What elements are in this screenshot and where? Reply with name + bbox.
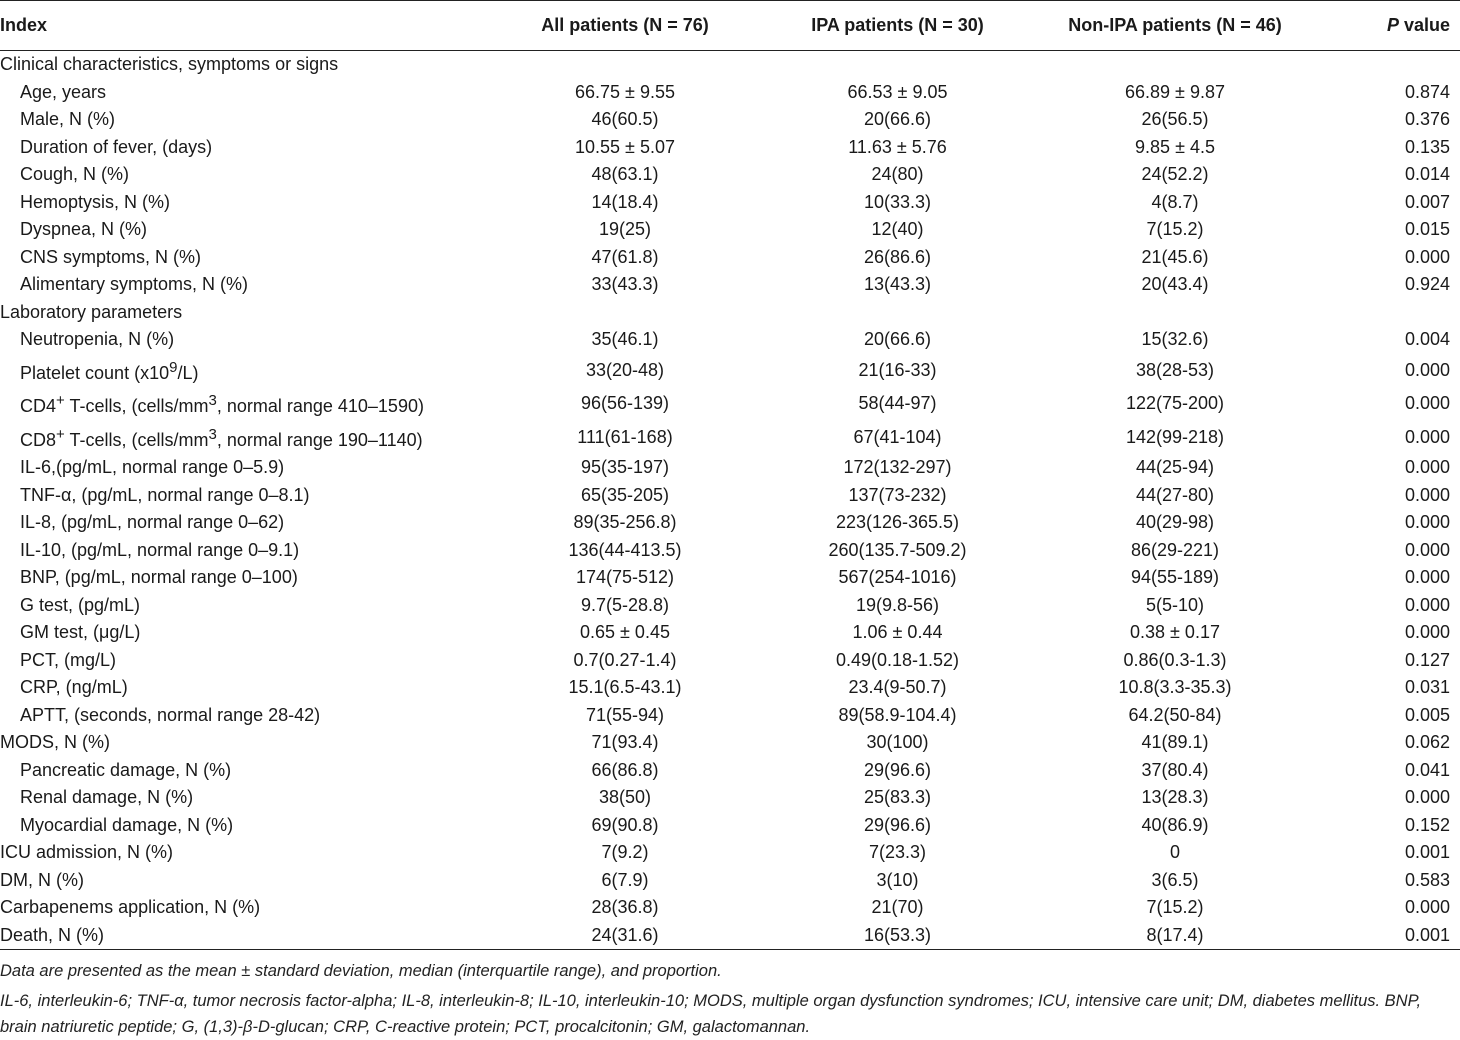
cell-p-value: 0.376 — [1404, 109, 1450, 129]
cell-non-ipa: 122(75-200) — [1125, 393, 1225, 413]
cell-non-ipa: 15(32.6) — [1141, 329, 1209, 349]
cell-non-ipa: 7(15.2) — [1146, 219, 1204, 239]
row-label-superscript: + — [56, 392, 65, 409]
header-p-value-text: value — [1398, 15, 1450, 35]
table-row — [0, 454, 1460, 482]
cell-non-ipa: 44(25-94) — [1135, 457, 1215, 477]
cell-ipa: 567(254-1016) — [838, 567, 957, 587]
row-label-text: , normal range 410–1590) — [216, 396, 424, 416]
table-row — [0, 564, 1460, 592]
cell-all: 89(35-256.8) — [573, 512, 677, 532]
table-row — [0, 894, 1460, 922]
cell-all: 111(61-168) — [577, 426, 673, 447]
row-label: TNF-α, (pg/mL, normal range 0–8.1) — [20, 484, 310, 505]
cell-all: 71(55-94) — [585, 704, 665, 725]
cell-non-ipa: 21(45.6) — [1141, 246, 1209, 267]
row-label: IL-6,(pg/mL, normal range 0–5.9) — [20, 457, 285, 477]
cell-p-value: 0.874 — [1404, 81, 1450, 102]
cell-ipa: 223(126-365.5) — [835, 512, 960, 532]
cell-p-value: 0.062 — [1404, 732, 1450, 752]
cell-non-ipa: 13(28.3) — [1141, 787, 1209, 807]
cell-p-value: 0.041 — [1404, 759, 1450, 780]
cell-all: 95(35-197) — [580, 457, 670, 477]
cell-ipa: 58(44-97) — [858, 393, 937, 413]
cell-p-value: 0.000 — [1404, 594, 1450, 615]
cell-all: 0.65 ± 0.45 — [580, 622, 670, 642]
cell-p-value: 0.152 — [1404, 814, 1450, 835]
table-row — [0, 482, 1460, 510]
row-label: BNP, (pg/mL, normal range 0–100) — [20, 567, 298, 587]
cell-ipa: 172(132-297) — [843, 457, 952, 477]
cell-p-value: 0.005 — [1404, 704, 1450, 725]
row-label: Age, years — [20, 81, 107, 102]
cell-ipa: 24(80) — [871, 164, 924, 184]
header-row — [0, 1, 1460, 51]
cell-non-ipa: 37(80.4) — [1141, 759, 1209, 780]
cell-p-value: 0.000 — [1404, 393, 1450, 413]
footnote-data-presentation: Data are presented as the mean ± standard deviation, median (interquartile range), and proportion. — [0, 962, 722, 980]
row-label: MODS, N (%) — [0, 732, 110, 752]
cell-ipa: 12(40) — [871, 219, 924, 239]
header-p-value — [1325, 1, 1460, 51]
row-label-text: CD8 — [20, 429, 57, 450]
row-label-text: Platelet count (x10 — [20, 362, 170, 383]
cell-p-value: 0.000 — [1404, 484, 1450, 505]
cell-all: 47(61.8) — [591, 246, 659, 267]
cell-all: 96(56-139) — [580, 393, 670, 413]
cell-ipa — [770, 51, 1025, 79]
cell-all: 35(46.1) — [591, 329, 659, 349]
cell-non-ipa: 26(56.5) — [1141, 109, 1209, 129]
table-row — [0, 189, 1460, 217]
table-row — [0, 354, 1460, 388]
cell-all: 48(63.1) — [591, 164, 659, 184]
row-label: DM, N (%) — [0, 869, 84, 890]
cell-non-ipa: 40(29-98) — [1135, 512, 1215, 532]
cell-all: 66(86.8) — [591, 759, 659, 780]
cell-ipa: 21(70) — [871, 897, 924, 917]
table-row — [0, 922, 1460, 950]
cell-p-value — [1325, 299, 1460, 327]
footnote-abbreviations: IL-6, interleukin-6; TNF-α, tumor necrosis factor-alpha; IL-8, interleukin-8; IL-10, interleukin-10; MODS, multiple organ dysfunction syndromes; ICU, intensive care unit; DM, diabetes mellitus. BNP, brain natriuretic peptide; G, (1,3)-β-D-glucan; CRP, C-reactive protein; PCT, procalcitonin; GM, galactomannan. — [0, 992, 1422, 1036]
cell-p-value: 0.583 — [1404, 869, 1450, 890]
header-non-ipa-patients: Non-IPA patients (N = 46) — [1068, 15, 1282, 35]
row-label — [0, 421, 480, 455]
row-label: Cough, N (%) — [20, 164, 130, 184]
header-ipa-patients: IPA patients (N = 30) — [811, 15, 984, 35]
table-row — [0, 216, 1460, 244]
cell-non-ipa: 38(28-53) — [1135, 359, 1215, 380]
row-label: Dyspnea, N (%) — [20, 219, 148, 239]
row-label-superscript: 9 — [169, 358, 178, 376]
section-row — [0, 51, 1460, 79]
cell-ipa: 30(100) — [866, 732, 929, 752]
table-row — [0, 867, 1460, 895]
cell-all: 14(18.4) — [591, 191, 659, 212]
table-row — [0, 839, 1460, 867]
header-all-patients: All patients (N = 76) — [541, 15, 709, 35]
cell-ipa: 137(73-232) — [848, 484, 947, 505]
cell-all: 136(44-413.5) — [568, 539, 682, 560]
table-row — [0, 784, 1460, 812]
cell-ipa: 29(96.6) — [863, 759, 932, 780]
cell-ipa: 1.06 ± 0.44 — [852, 622, 943, 642]
cell-all: 24(31.6) — [591, 924, 659, 945]
cell-non-ipa: 9.85 ± 4.5 — [1135, 136, 1215, 157]
table-row — [0, 757, 1460, 785]
cell-non-ipa: 5(5-10) — [1145, 594, 1205, 615]
section-label: Clinical characteristics, symptoms or signs — [0, 54, 339, 74]
cell-ipa: 10(33.3) — [863, 191, 932, 212]
cell-p-value: 0.007 — [1404, 191, 1450, 212]
header-p-letter: P — [1386, 15, 1399, 35]
cell-p-value: 0.000 — [1404, 787, 1450, 807]
cell-ipa: 11.63 ± 5.76 — [848, 136, 947, 157]
table-row — [0, 702, 1460, 730]
row-label: CNS symptoms, N (%) — [20, 246, 202, 267]
cell-p-value: 0.924 — [1404, 274, 1450, 294]
table-body — [0, 51, 1460, 950]
cell-p-value: 0.135 — [1404, 136, 1450, 157]
cell-non-ipa — [1025, 299, 1325, 327]
cell-non-ipa: 86(29-221) — [1130, 539, 1220, 560]
cell-all: 38(50) — [598, 787, 652, 807]
cell-all: 71(93.4) — [591, 732, 659, 752]
cell-all: 174(75-512) — [575, 567, 675, 587]
table-row — [0, 134, 1460, 162]
cell-p-value: 0.000 — [1404, 567, 1450, 587]
table-footnotes — [0, 958, 1458, 1040]
cell-p-value: 0.127 — [1404, 649, 1450, 670]
cell-p-value — [1325, 51, 1460, 79]
cell-p-value: 0.000 — [1404, 457, 1450, 477]
row-label-text: CD4 — [20, 396, 57, 416]
table-row — [0, 79, 1460, 107]
cell-ipa: 19(9.8-56) — [855, 594, 940, 615]
cell-non-ipa: 94(55-189) — [1130, 567, 1220, 587]
cell-all: 9.7(5-28.8) — [580, 594, 670, 615]
cell-non-ipa: 4(8.7) — [1151, 191, 1199, 212]
cell-ipa: 66.53 ± 9.05 — [847, 81, 948, 102]
table-row — [0, 244, 1460, 272]
table-row — [0, 106, 1460, 134]
table-row — [0, 729, 1460, 757]
cell-non-ipa: 41(89.1) — [1141, 732, 1209, 752]
cell-all — [480, 299, 770, 327]
cell-non-ipa: 10.8(3.3-35.3) — [1118, 677, 1232, 697]
cell-ipa: 7(23.3) — [868, 842, 927, 862]
cell-non-ipa: 40(86.9) — [1141, 814, 1209, 835]
cell-all: 69(90.8) — [591, 814, 659, 835]
cell-ipa: 260(135.7-509.2) — [828, 539, 967, 560]
cell-ipa: 26(86.6) — [863, 246, 932, 267]
table-row — [0, 592, 1460, 620]
table-row — [0, 421, 1460, 455]
cell-all: 66.75 ± 9.55 — [575, 81, 675, 102]
table-row — [0, 647, 1460, 675]
row-label: CRP, (ng/mL) — [20, 677, 128, 697]
cell-non-ipa: 0.86(0.3-1.3) — [1123, 649, 1227, 670]
cell-p-value: 0.015 — [1404, 219, 1450, 239]
row-label-text: , normal range 190–1140) — [216, 429, 423, 450]
cell-p-value: 0.000 — [1404, 539, 1450, 560]
cell-all: 10.55 ± 5.07 — [575, 136, 675, 157]
row-label: Death, N (%) — [0, 924, 105, 945]
cell-all: 15.1(6.5-43.1) — [568, 677, 682, 697]
row-label: ICU admission, N (%) — [0, 842, 174, 862]
table-row — [0, 674, 1460, 702]
cell-ipa: 89(58.9-104.4) — [838, 704, 957, 725]
row-label-superscript: 3 — [208, 425, 217, 443]
row-label — [0, 387, 480, 421]
row-label: Alimentary symptoms, N (%) — [20, 274, 249, 294]
cell-all — [480, 51, 770, 79]
table-row — [0, 161, 1460, 189]
cell-ipa: 67(41-104) — [853, 426, 942, 447]
cell-non-ipa: 3(6.5) — [1151, 869, 1199, 890]
row-label-text: /L) — [177, 362, 199, 383]
cell-non-ipa: 64.2(50-84) — [1128, 704, 1222, 725]
cell-ipa: 23.4(9-50.7) — [848, 677, 947, 697]
cell-all: 19(25) — [598, 219, 652, 239]
cell-ipa: 20(66.6) — [863, 329, 932, 349]
row-label: Renal damage, N (%) — [20, 787, 194, 807]
cell-ipa: 29(96.6) — [863, 814, 932, 835]
cell-p-value: 0.004 — [1404, 329, 1450, 349]
cell-ipa — [770, 299, 1025, 327]
cell-non-ipa: 0.38 ± 0.17 — [1130, 622, 1220, 642]
row-label: Myocardial damage, N (%) — [20, 814, 234, 835]
cell-all: 0.7(0.27-1.4) — [573, 649, 677, 670]
cell-p-value: 0.000 — [1404, 512, 1450, 532]
cell-non-ipa: 44(27-80) — [1135, 484, 1215, 505]
cell-non-ipa: 20(43.4) — [1141, 274, 1209, 294]
cell-all: 6(7.9) — [601, 869, 649, 890]
cell-non-ipa: 142(99-218) — [1125, 426, 1225, 447]
row-label-superscript: + — [56, 425, 65, 443]
row-label-text: T-cells, (cells/mm — [64, 429, 209, 450]
cell-ipa: 21(16-33) — [858, 359, 937, 380]
row-label-text: T-cells, (cells/mm — [64, 396, 209, 416]
table-header — [0, 1, 1460, 51]
row-label: G test, (pg/mL) — [20, 594, 141, 615]
header-index: Index — [0, 15, 48, 35]
cell-p-value: 0.031 — [1404, 677, 1450, 697]
cell-non-ipa: 0 — [1169, 842, 1180, 862]
cell-ipa: 0.49(0.18-1.52) — [835, 649, 960, 670]
cell-all: 33(43.3) — [591, 274, 659, 294]
section-row — [0, 299, 1460, 327]
cell-p-value: 0.000 — [1404, 359, 1450, 380]
cell-p-value: 0.001 — [1404, 842, 1450, 862]
row-label: Hemoptysis, N (%) — [20, 191, 171, 212]
row-label: Duration of fever, (days) — [20, 136, 213, 157]
cell-p-value: 0.014 — [1404, 164, 1450, 184]
cell-ipa: 20(66.6) — [863, 109, 932, 129]
row-label: IL-10, (pg/mL, normal range 0–9.1) — [20, 539, 300, 560]
cell-all: 65(35-205) — [580, 484, 670, 505]
cell-ipa: 3(10) — [876, 869, 919, 890]
cell-p-value: 0.000 — [1404, 897, 1450, 917]
row-label: Male, N (%) — [20, 109, 116, 129]
row-label: PCT, (mg/L) — [20, 649, 117, 670]
table-row — [0, 387, 1460, 421]
table-row — [0, 326, 1460, 354]
cell-non-ipa — [1025, 51, 1325, 79]
cell-non-ipa: 24(52.2) — [1141, 164, 1209, 184]
cell-p-value: 0.001 — [1404, 924, 1450, 945]
row-label: APTT, (seconds, normal range 28-42) — [20, 704, 321, 725]
row-label: Carbapenems application, N (%) — [0, 897, 261, 917]
cell-non-ipa: 8(17.4) — [1146, 924, 1204, 945]
row-label-superscript: 3 — [208, 392, 217, 409]
table-row — [0, 812, 1460, 840]
cell-all: 7(9.2) — [601, 842, 649, 862]
table-row — [0, 271, 1460, 299]
row-label: Pancreatic damage, N (%) — [20, 759, 232, 780]
cell-ipa: 25(83.3) — [863, 787, 932, 807]
row-label: GM test, (μg/L) — [20, 622, 141, 642]
row-label — [0, 354, 480, 388]
cell-all: 33(20-48) — [585, 359, 665, 380]
cell-p-value: 0.000 — [1404, 622, 1450, 642]
row-label: Neutropenia, N (%) — [20, 329, 175, 349]
table-row — [0, 537, 1460, 565]
cell-ipa: 13(43.3) — [863, 274, 932, 294]
row-label: IL-8, (pg/mL, normal range 0–62) — [20, 512, 285, 532]
table-row — [0, 619, 1460, 647]
section-label: Laboratory parameters — [0, 301, 183, 322]
cell-non-ipa: 66.89 ± 9.87 — [1125, 81, 1225, 102]
cell-all: 46(60.5) — [591, 109, 659, 129]
table-row — [0, 509, 1460, 537]
cell-p-value: 0.000 — [1404, 246, 1450, 267]
cell-all: 28(36.8) — [591, 897, 659, 917]
cell-ipa: 16(53.3) — [863, 924, 932, 945]
cell-p-value: 0.000 — [1404, 426, 1450, 447]
cell-non-ipa: 7(15.2) — [1146, 897, 1204, 917]
